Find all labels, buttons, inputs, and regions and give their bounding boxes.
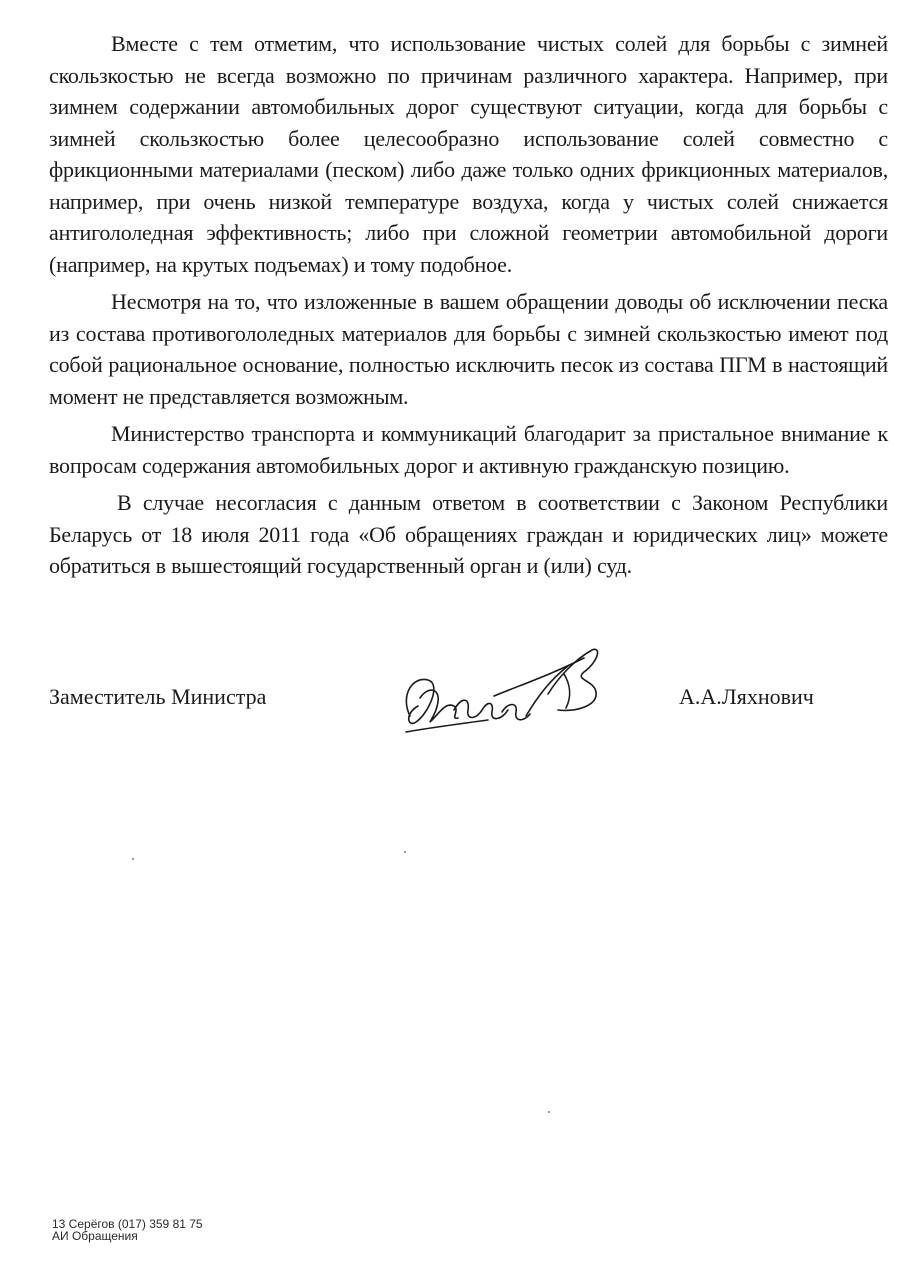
- handwritten-signature: [398, 636, 608, 746]
- signatory-name: А.А.Ляхнович: [679, 684, 814, 709]
- registry-note: АИ Обращения: [52, 1229, 138, 1243]
- paragraph-appeal-rights: В случае несогласия с данным ответом в соответствии с Законом Республики Беларусь от 18 июля 2011 года «Об обращениях граждан и юридических лиц» можете обратиться в вышестоящий государственный орган и (или) суд.: [49, 490, 888, 578]
- executor-contact: 13 Серёгов (017) 359 81 75: [52, 1217, 203, 1231]
- paragraph-salts-limitations: Вместе с тем отметим, что использование чистых солей для борьбы с зимней скользкостью не всегда возможно по причинам различного характера. Например, при зимнем содержании автомобильных дорог существуют ситуации, когда для борьбы с зимней скользкостью более целесообразно использование солей совместно с фрикционными материалами (песком) либо даже только одних фрикционных материалов, например, при очень низкой температуре воздуха, когда у чистых солей снижается антигололедная эффективность; либо при сложной геометрии автомобильной дороги (например, на крутых подъемах) и тому подобное.: [49, 31, 888, 277]
- scan-speck: [132, 858, 134, 860]
- letter-body: [49, 28, 888, 588]
- paragraph-sand-exclusion: Несмотря на то, что изложенные в вашем обращении доводы об исключении песка из состава противогололедных материалов для борьбы с зимней скользкостью имеют под собой рациональное основание, полностью исключить песок из состава ПГМ в настоящий момент не представляется возможным.: [49, 289, 888, 409]
- scan-speck: [548, 1111, 550, 1113]
- scan-speck: [404, 851, 406, 853]
- signatory-title: Заместитель Министра: [49, 684, 267, 709]
- executor-footer: [52, 1218, 203, 1242]
- paragraph-gratitude: Министерство транспорта и коммуникаций благодарит за пристальное внимание к вопросам содержания автомобильных дорог и активную гражданскую позицию.: [49, 421, 888, 478]
